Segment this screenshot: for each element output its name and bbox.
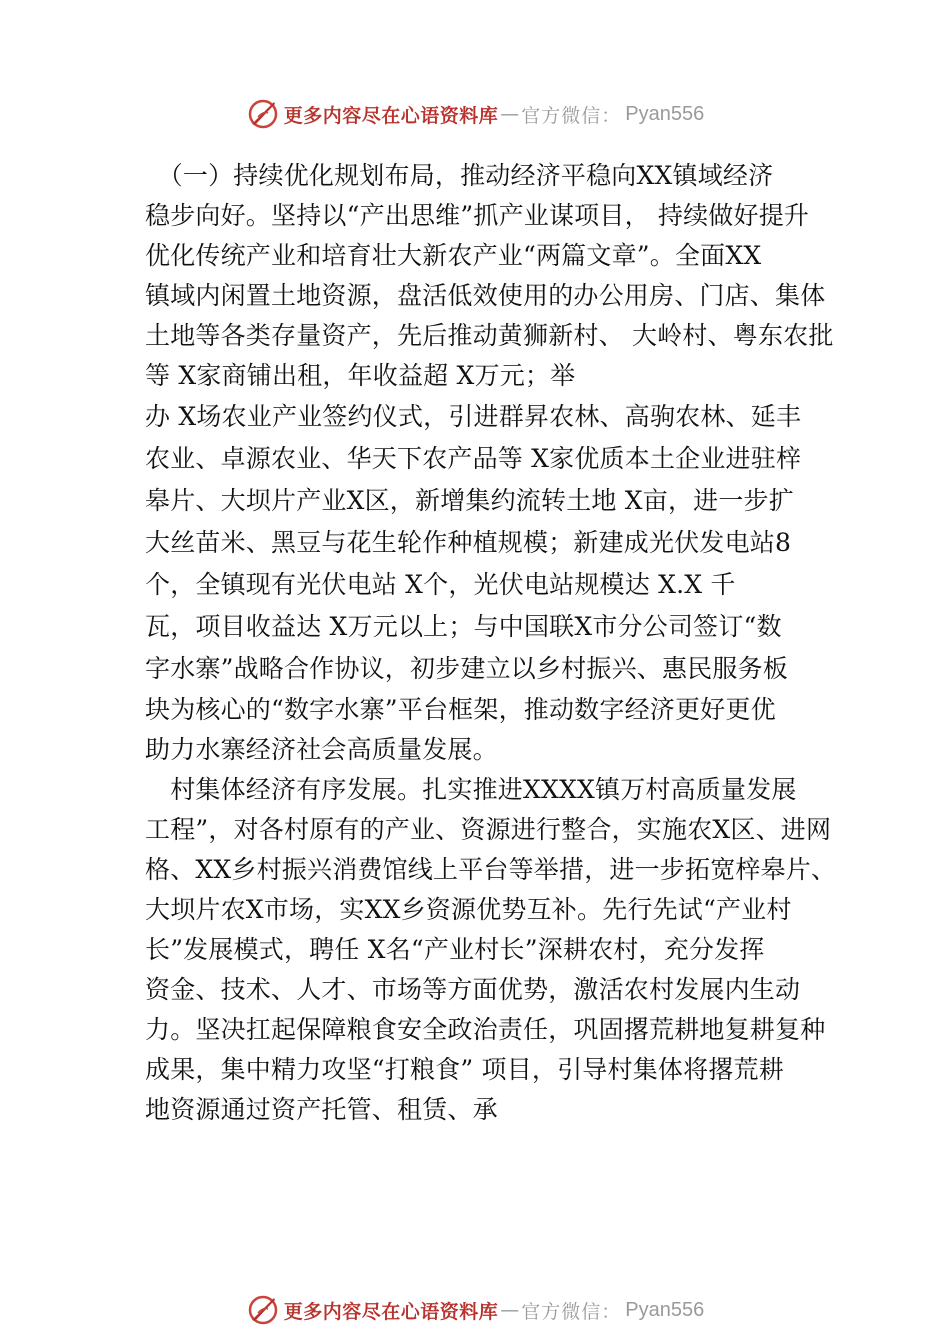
text-line: 个，全镇现有光伏电站 X个，光伏电站规模达 X.X 千 bbox=[145, 570, 736, 599]
text-line: 村集体经济有序发展。扎实推进XXXX镇万村高质量发展 bbox=[145, 775, 797, 804]
header-banner bbox=[0, 94, 950, 134]
text-line: 等 X家商铺出租，年收益超 X万元；举 bbox=[145, 361, 576, 390]
text-line: 土地等各类存量资产，先后推动黄狮新村、 大岭村、粤东农批 bbox=[145, 321, 834, 350]
footer-banner bbox=[0, 1290, 950, 1330]
text-line: 资金、技术、人才、市场等方面优势，激活农村发展内生动 bbox=[145, 975, 801, 1004]
text-line: 助力水寨经济社会高质量发展。 bbox=[145, 735, 498, 764]
text-line: 力。坚决扛起保障粮食安全政治责任，巩固撂荒耕地复耕复种 bbox=[145, 1015, 826, 1044]
text-line: 农业、卓源农业、华天下农产品等 X家优质本土企业进驻梓 bbox=[145, 444, 802, 473]
text-line: 稳步向好。坚持以“产出思维”抓产业谋项目， 持续做好提升 bbox=[145, 201, 810, 230]
document-body bbox=[145, 156, 837, 1130]
brand-text: 更多内容尽在心语资料库 bbox=[283, 1300, 499, 1323]
text-line: 长”发展模式，聘任 X名“产业村长”深耕农村，充分发挥 bbox=[145, 935, 765, 964]
wechat-label: 官方微信： bbox=[521, 104, 622, 127]
text-line: 字水寨”战略合作协议，初步建立以乡村振兴、惠民服务板 bbox=[145, 654, 788, 683]
separator: — bbox=[500, 1299, 520, 1321]
brand-text: 更多内容尽在心语资料库 bbox=[283, 104, 499, 127]
pen-logo-icon bbox=[246, 1293, 280, 1327]
text-line: （一）持续优化规划布局，推动经济平稳向XX镇域经济 bbox=[145, 161, 774, 190]
wechat-id: Pyan556 bbox=[625, 1298, 705, 1321]
text-line: 大丝苗米、黑豆与花生轮作种植规模；新建成光伏发电站8 bbox=[145, 528, 792, 557]
text-line: 皋片、大坝片产业X区，新增集约流转土地 X亩，进一步扩 bbox=[145, 486, 794, 515]
text-line: 瓦，项目收益达 X万元以上；与中国联X市分公司签订“数 bbox=[145, 612, 782, 641]
text-line: 格、XX乡村振兴消费馆线上平台等举措，进一步拓宽梓皋片、 bbox=[145, 855, 837, 884]
text-line: 办 X场农业产业签约仪式，引进群昇农林、高驹农林、延丰 bbox=[145, 402, 802, 431]
text-line: 成果，集中精力攻坚“打粮食” 项目，引导村集体将撂荒耕 bbox=[145, 1055, 784, 1084]
wechat-label: 官方微信： bbox=[521, 1300, 622, 1323]
text-line: 大坝片农X市场，实XX乡资源优势互补。先行先试“产业村 bbox=[145, 895, 792, 924]
wechat-id: Pyan556 bbox=[625, 102, 705, 125]
pen-logo-icon bbox=[246, 97, 280, 131]
separator: — bbox=[500, 103, 520, 125]
text-line: 工程”，对各村原有的产业、资源进行整合，实施农X区、进网 bbox=[145, 815, 832, 844]
text-line: 块为核心的“数字水寨”平台框架，推动数字经济更好更优 bbox=[145, 695, 776, 724]
text-line: 镇域内闲置土地资源，盘活低效使用的办公用房、门店、集体 bbox=[145, 281, 826, 310]
text-line: 地资源通过资产托管、租赁、承 bbox=[145, 1095, 498, 1124]
text-line: 优化传统产业和培育壮大新农产业“两篇文章”。全面XX bbox=[145, 241, 762, 270]
